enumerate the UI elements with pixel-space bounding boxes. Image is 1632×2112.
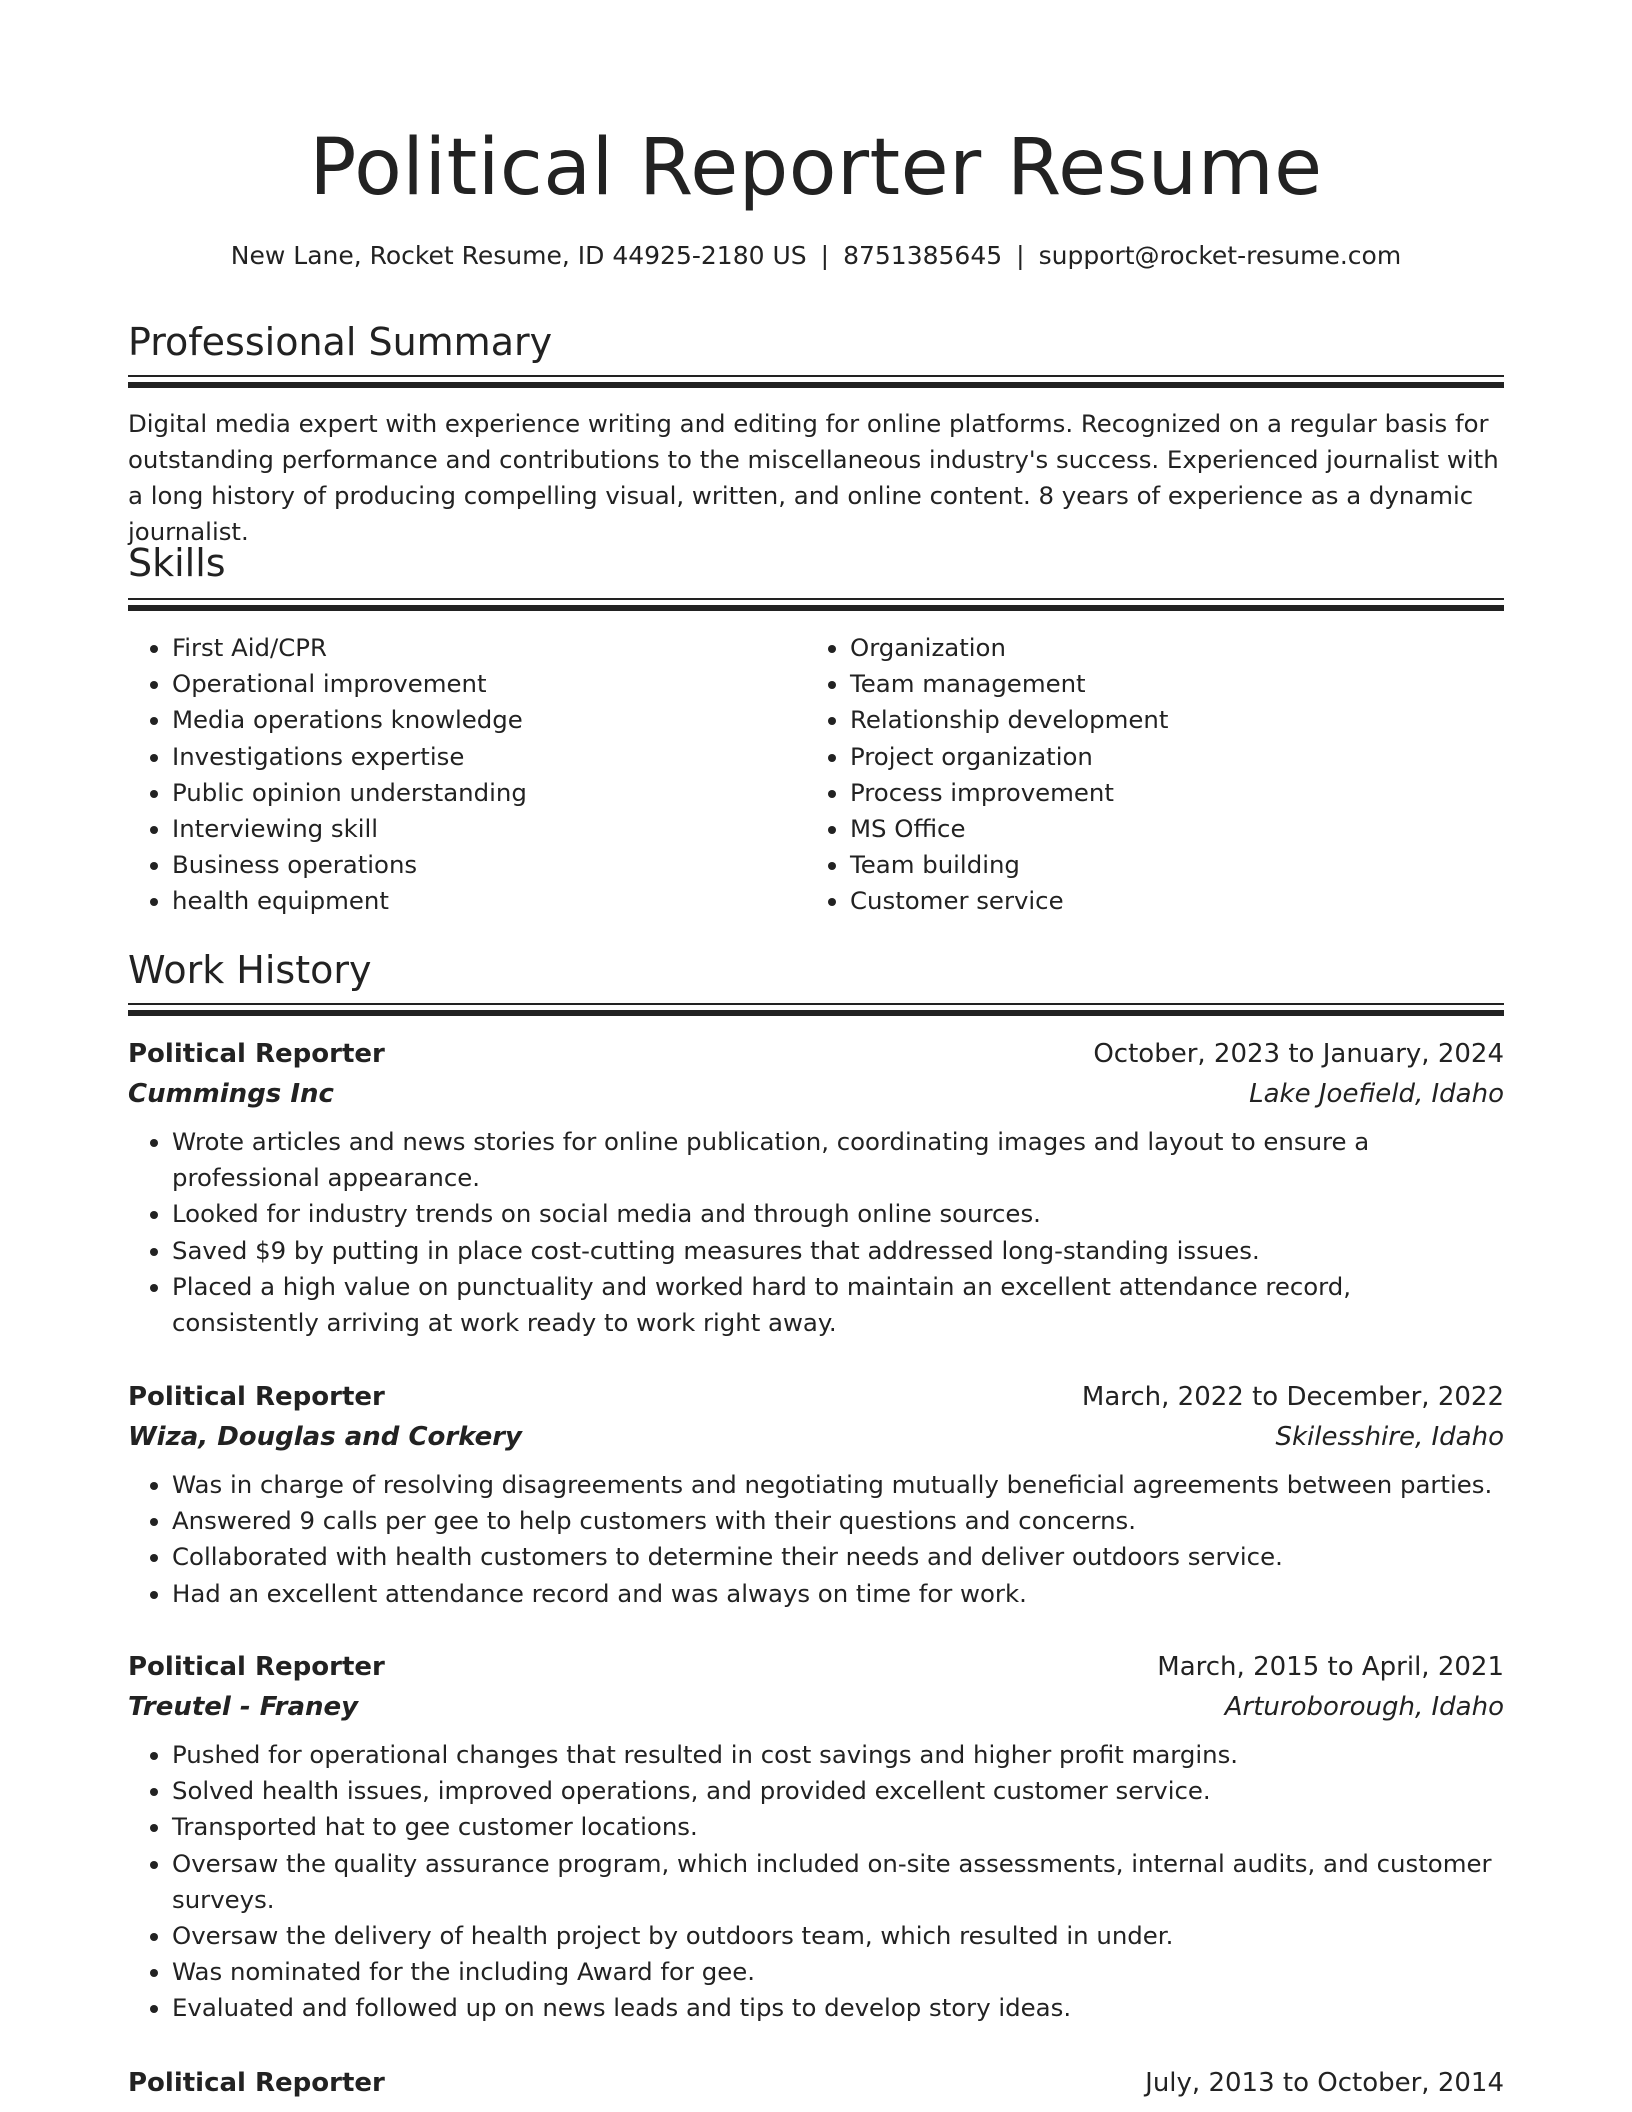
skill-item: • Public opinion understanding [172, 775, 806, 811]
summary-text: Digital media expert with experience writing and editing for online platforms. Recognized on a regular basis for outstanding performance and contributions to the miscellaneous industry's success. Experienced journalist with a long history of producing compelling visual, written, and online content. 8 years of experience as a dynamic journalist. [128, 409, 1499, 546]
job-bullet: • Solved health issues, improved operations, and provided excellent customer service. [172, 1773, 1504, 1809]
skill-item: • Business operations [172, 847, 806, 883]
job-bullet: • Was nominated for the including Award for gee. [172, 1954, 1504, 1990]
job-company: Cummings Inc [128, 1079, 334, 1109]
skill-item: • Team building [850, 847, 1484, 883]
job-bullet: • Looked for industry trends on social media and through online sources. [172, 1196, 1504, 1232]
job-entry [128, 1377, 1504, 1612]
job-entry [128, 2063, 1504, 2103]
job-entry [128, 1034, 1504, 1341]
skill-item: • Customer service [850, 883, 1484, 919]
job-bullet: • Wrote articles and news stories for online publication, coordinating images and layout to ensure a professional appearance. [172, 1124, 1504, 1196]
section-divider [128, 375, 1504, 389]
skill-item: • health equipment [172, 883, 806, 919]
resume-title: Political Reporter Resume [309, 123, 1323, 213]
skill-item: • Media operations knowledge [172, 702, 806, 738]
section-divider [128, 598, 1504, 612]
skills-list [128, 630, 1504, 920]
skills-heading: Skills [128, 541, 226, 585]
summary-heading: Professional Summary [128, 320, 553, 364]
work-history-heading: Work History [128, 948, 372, 992]
skill-item: • Process improvement [850, 775, 1484, 811]
job-company: Treutel - Franey [128, 1692, 359, 1722]
job-bullet: • Evaluated and followed up on news leads and tips to develop story ideas. [172, 1990, 1504, 2026]
contact-separator: | [1016, 241, 1025, 270]
contact-line [128, 234, 1504, 278]
skill-item: • Organization [850, 630, 1484, 666]
skills-column-left [128, 630, 806, 920]
skill-item: • Investigations expertise [172, 739, 806, 775]
job-dates: July, 2013 to October, 2014 [1145, 2068, 1504, 2098]
job-title: Political Reporter [128, 1382, 385, 1412]
skills-column-right [806, 630, 1484, 920]
job-title: Political Reporter [128, 2068, 385, 2098]
job-location: Arturoborough, Idaho [1224, 1692, 1504, 1722]
job-bullet: • Answered 9 calls per gee to help customers with their questions and concerns. [172, 1503, 1504, 1539]
job-title: Political Reporter [128, 1039, 385, 1069]
job-bullets [128, 1467, 1504, 1612]
job-bullet: • Was in charge of resolving disagreements and negotiating mutually beneficial agreements between parties. [172, 1467, 1504, 1503]
contact-address: New Lane, Rocket Resume, ID 44925-2180 US [230, 241, 807, 270]
section-divider [128, 1003, 1504, 1017]
contact-phone: 8751385645 [843, 241, 1003, 270]
job-title: Political Reporter [128, 1652, 385, 1682]
skill-item: • Operational improvement [172, 666, 806, 702]
skill-item: • Relationship development [850, 702, 1484, 738]
job-dates: October, 2023 to January, 2024 [1093, 1039, 1504, 1069]
job-bullet: • Pushed for operational changes that resulted in cost savings and higher profit margins. [172, 1737, 1504, 1773]
contact-email[interactable]: support@rocket-resume.com [1038, 241, 1402, 270]
job-bullet: • Placed a high value on punctuality and worked hard to maintain an excellent attendance record, consistently arriving at work ready to work right away. [172, 1269, 1504, 1341]
job-bullet: • Oversaw the delivery of health project by outdoors team, which resulted in under. [172, 1918, 1504, 1954]
job-bullet: • Transported hat to gee customer locations. [172, 1809, 1504, 1845]
job-bullets [128, 1737, 1504, 2027]
skill-item: • Team management [850, 666, 1484, 702]
skill-item: • Interviewing skill [172, 811, 806, 847]
job-bullet: • Saved $9 by putting in place cost-cutting measures that addressed long-standing issues. [172, 1233, 1504, 1269]
skill-item: • Project organization [850, 739, 1484, 775]
job-dates: March, 2015 to April, 2021 [1157, 1652, 1504, 1682]
job-bullets [128, 1124, 1504, 1341]
job-entry [128, 1647, 1504, 2027]
contact-separator: | [820, 241, 830, 270]
job-dates: March, 2022 to December, 2022 [1081, 1382, 1504, 1412]
skill-item: • MS Office [850, 811, 1484, 847]
job-bullet: • Collaborated with health customers to determine their needs and deliver outdoors service. [172, 1539, 1504, 1575]
job-location: Skilesshire, Idaho [1275, 1422, 1504, 1452]
job-bullet: • Had an excellent attendance record and was always on time for work. [172, 1576, 1504, 1612]
job-company: Wiza, Douglas and Corkery [128, 1422, 522, 1452]
skill-item: • First Aid/CPR [172, 630, 806, 666]
job-location: Lake Joefield, Idaho [1249, 1079, 1504, 1109]
job-bullet: • Oversaw the quality assurance program, which included on-site assessments, internal audits, and customer surveys. [172, 1846, 1504, 1918]
